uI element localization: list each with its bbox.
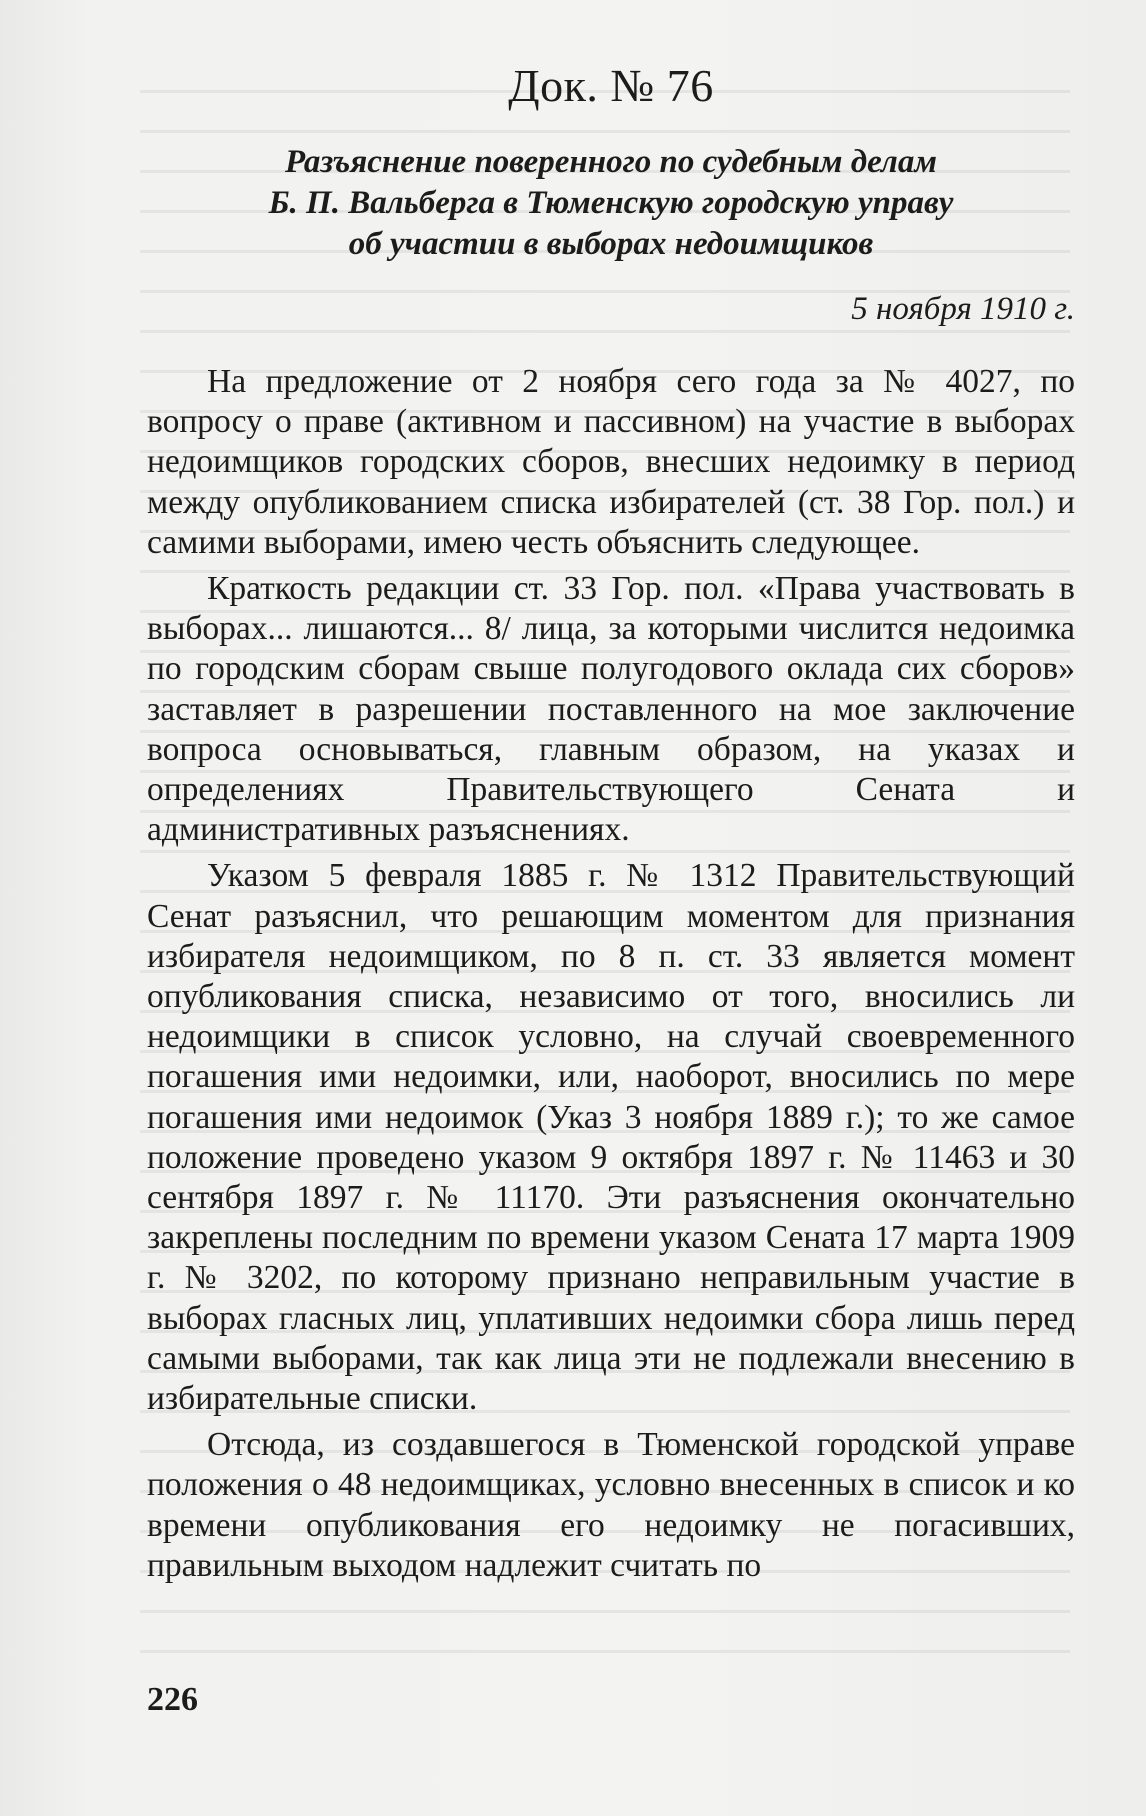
- body-paragraph: Отсюда, из создавшегося в Тюменской городской управе положения о 48 недоимщиках, условно внесенных в список и ко времени опубликования его недоимку не погасивших, правильным выходом надлежит считать по: [147, 1426, 1075, 1584]
- document-title-line: об участии в выборах недоимщиков: [348, 226, 874, 262]
- body-paragraph: Краткость редакции ст. 33 Гор. пол. «Права участвовать в выборах... лишаются... 8/ лица, за которыми числится недоимка по городским сборам свыше полугодового оклада сих сборов» заставляет в разрешении поставленного на мое заключение вопроса основываться, главным образом, на указах и определениях Правительствующего Сената и административных разъяснениях.: [147, 570, 1075, 849]
- body-paragraph: Указом 5 февраля 1885 г. № 1312 Правительствующий Сенат разъяснил, что решающим моментом для признания избирателя недоимщиком, по 8 п. ст. 33 является момент опубликования списка, независимо от того, вносились ли недоимщики в список условно, на случай своевременного погашения ими недоимки, или, наоборот, вносились по мере погашения ими недоимок (Указ 3 ноября 1889 г.); то же самое положение проведено указом 9 октября 1897 г. № 11463 и 30 сентября 1897 г. № 11170. Эти разъяснения окончательно закреплены последним по времени указом Сената 17 марта 1909 г. № 3202, по которому признано неправильным участие в выборах гласных лиц, уплативших недоимки сбора лишь перед самыми выборами, так как лица эти не подлежали внесению в избирательные списки.: [147, 857, 1075, 1418]
- document-title-line: Б. П. Вальберга в Тюменскую городскую управу: [268, 185, 954, 221]
- document-title-line: Разъяснение поверенного по судебным делам: [285, 144, 937, 180]
- document-number-heading: Док. № 76: [508, 60, 714, 111]
- page-number: 226: [147, 1681, 198, 1718]
- body-paragraph: На предложение от 2 ноября сего года за № 4027, по вопросу о праве (активном и пассивном) на участие в выборах недоимщиков городских сборов, внесших недоимку в период между опубликованием списка избирателей (ст. 38 Гор. пол.) и самими выборами, имею честь объяснить следующее.: [147, 363, 1075, 561]
- document-body: [147, 362, 1075, 1592]
- document-title: [207, 142, 1015, 265]
- document-date: 5 ноября 1910 г.: [851, 291, 1075, 327]
